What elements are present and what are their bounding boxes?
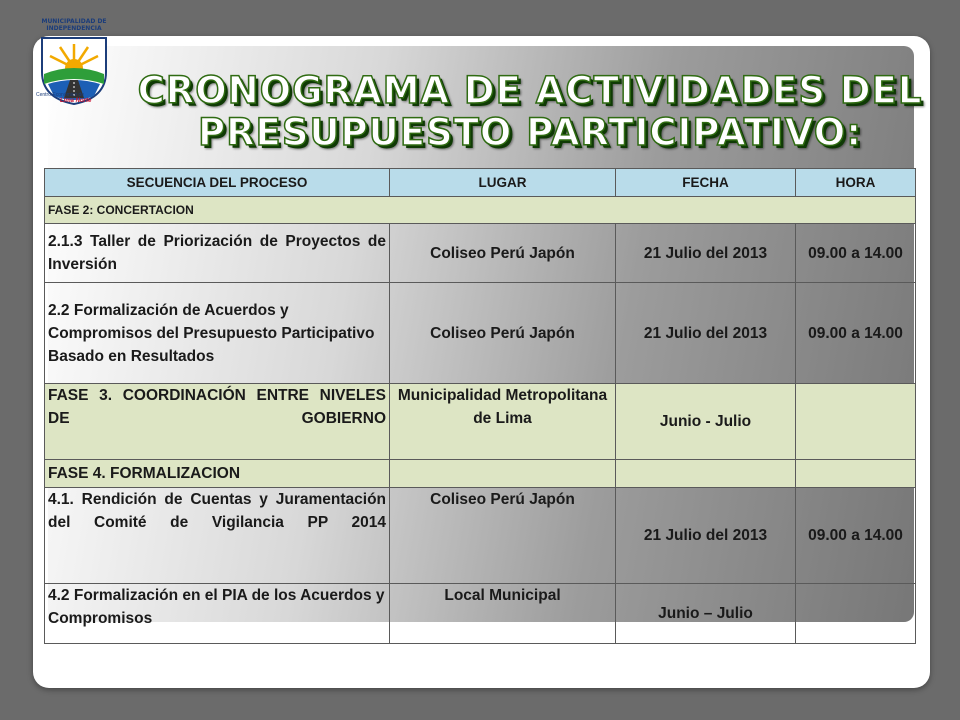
place-cell: Coliseo Perú Japón: [390, 224, 616, 283]
time-cell: 09.00 a 14.00: [796, 224, 916, 283]
table-header-row: [45, 169, 916, 197]
activity-cell: FASE 4. FORMALIZACION: [45, 460, 390, 488]
date-cell: Junio – Julio: [616, 584, 796, 644]
date-cell: Junio - Julio: [616, 384, 796, 460]
time-cell: [796, 460, 916, 488]
activity-cell: 4.1. Rendición de Cuentas y Juramentación del Comité de Vigilancia PP 2014: [45, 488, 390, 584]
title-line-1: CRONOGRAMA DE ACTIVIDADES DEL: [137, 69, 923, 112]
time-cell: [796, 384, 916, 460]
date-cell: 21 Julio del 2013: [616, 488, 796, 584]
time-cell: [796, 584, 916, 644]
time-cell: 09.00 a 14.00: [796, 488, 916, 584]
place-cell: Municipalidad Metropolitana de Lima: [390, 384, 616, 460]
title-line-2: PRESUPUESTO PARTICIPATIVO:: [197, 111, 863, 154]
page-title: [120, 70, 940, 154]
schedule-table: [44, 168, 916, 644]
place-cell: Coliseo Perú Japón: [390, 283, 616, 384]
activity-cell: 2.2 Formalización de Acuerdos y Compromisos del Presupuesto Participativo Basado en Resultados: [45, 283, 390, 384]
table-row: [45, 584, 916, 644]
activity-cell: 4.2 Formalización en el PIA de los Acuerdos y Compromisos: [45, 584, 390, 644]
logo-subtitle: Centro Económico de: [36, 92, 85, 98]
date-cell: 21 Julio del 2013: [616, 283, 796, 384]
place-cell: Coliseo Perú Japón: [390, 488, 616, 584]
phase-label: FASE 2: CONCERTACION: [45, 197, 916, 224]
time-cell: 09.00 a 14.00: [796, 283, 916, 384]
header-sequence: SECUENCIA DEL PROCESO: [45, 169, 390, 197]
table-row: [45, 197, 916, 224]
date-cell: 21 Julio del 2013: [616, 224, 796, 283]
place-cell: [390, 460, 616, 488]
table-row: [45, 384, 916, 460]
table-row: [45, 224, 916, 283]
logo-org-name: MUNICIPALIDAD DE INDEPENDENCIA: [41, 18, 107, 32]
table-row: [45, 488, 916, 584]
table-row: [45, 460, 916, 488]
activity-cell: FASE 3. COORDINACIÓN ENTRE NIVELES DE GOBIERNO: [45, 384, 390, 460]
activity-cell: 2.1.3 Taller de Priorización de Proyectos de Inversión: [45, 224, 390, 283]
municipality-logo: [34, 18, 114, 110]
logo-brand: Lima Norte: [60, 98, 92, 104]
header-place: LUGAR: [390, 169, 616, 197]
date-cell: [616, 460, 796, 488]
place-cell: Local Municipal: [390, 584, 616, 644]
header-date: FECHA: [616, 169, 796, 197]
table-row: [45, 283, 916, 384]
header-time: HORA: [796, 169, 916, 197]
